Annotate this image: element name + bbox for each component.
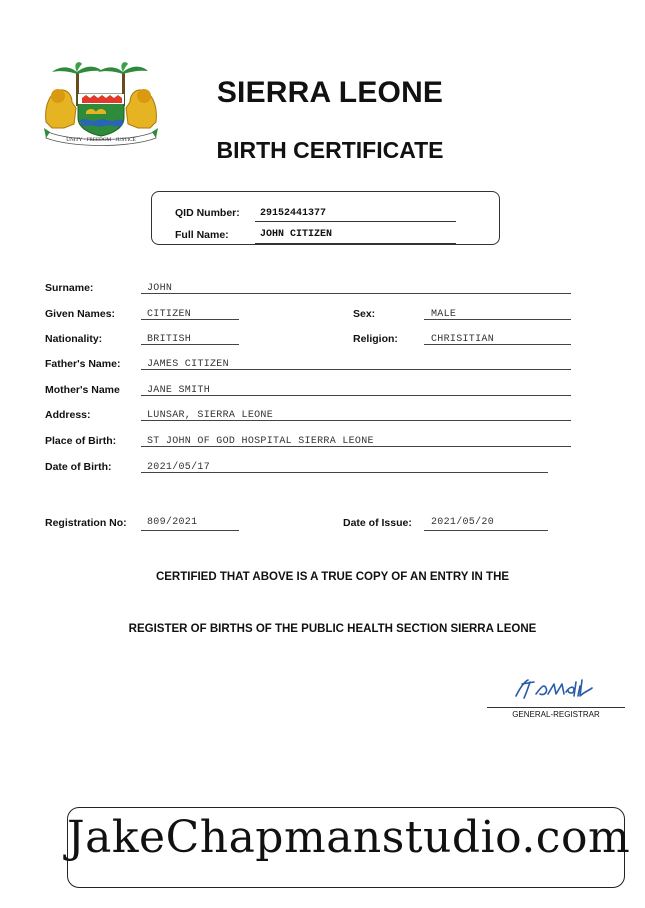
father-name-label: Father's Name: [45, 358, 121, 370]
place-of-birth-label: Place of Birth: [45, 435, 117, 447]
date-of-issue-value: 2021/05/20 [431, 517, 495, 528]
signature-line [487, 707, 625, 708]
date-of-birth-label: Date of Birth: [45, 461, 112, 473]
sex-value: MALE [431, 309, 457, 320]
certification-line-1: CERTIFIED THAT ABOVE IS A TRUE COPY OF AN ENTRY IN THE [155, 571, 510, 583]
place-of-birth-underline [141, 446, 571, 447]
father-name-underline [141, 369, 571, 370]
mother-name-underline [141, 395, 571, 396]
surname-label: Surname: [45, 282, 94, 294]
mother-name-value: JANE SMITH [147, 385, 211, 396]
given-names-underline [141, 319, 239, 320]
father-name-value: JAMES CITIZEN [147, 359, 229, 370]
emblem-motto: UNITY · FREEDOM · JUSTICE [66, 137, 136, 143]
nationality-underline [141, 344, 239, 345]
fullname-label: Full Name: [175, 229, 229, 241]
country-title: SIERRA LEONE [216, 76, 444, 109]
registration-no-label: Registration No: [45, 517, 127, 529]
certification-line-2: REGISTER OF BIRTHS OF THE PUBLIC HEALTH SECTION SIERRA LEONE [128, 623, 537, 635]
signature-role: GENERAL-REGISTRAR [512, 710, 600, 719]
qid-label: QID Number: [175, 207, 240, 219]
lion-right-icon [126, 89, 156, 128]
nationality-label: Nationality: [45, 333, 103, 345]
watermark-text: JakeChapmanstudio.com [67, 812, 631, 863]
fullname-underline [255, 243, 456, 244]
surname-underline [141, 293, 571, 294]
given-names-label: Given Names: [45, 308, 116, 320]
fullname-value: JOHN CITIZEN [260, 229, 333, 240]
place-of-birth-value: ST JOHN OF GOD HOSPITAL SIERRA LEONE [147, 436, 374, 447]
document-title: BIRTH CERTIFICATE [216, 137, 444, 163]
address-value: LUNSAR, SIERRA LEONE [147, 410, 274, 421]
qid-value: 29152441377 [260, 208, 327, 219]
coat-of-arms-emblem [42, 62, 160, 146]
address-label: Address: [45, 409, 91, 421]
date-of-issue-label: Date of Issue: [343, 517, 412, 529]
shield-icon [78, 94, 124, 136]
religion-value: CHRISITIAN [431, 334, 495, 345]
address-underline [141, 420, 571, 421]
qid-underline [255, 221, 456, 222]
registrar-signature [508, 676, 598, 702]
date-of-birth-value: 2021/05/17 [147, 462, 211, 473]
sex-label: Sex: [353, 308, 376, 320]
lion-left-icon [46, 89, 76, 128]
date-of-issue-underline [424, 530, 548, 531]
given-names-value: CITIZEN [147, 309, 192, 320]
religion-underline [424, 344, 571, 345]
religion-label: Religion: [353, 333, 398, 345]
registration-no-value: 809/2021 [147, 517, 198, 528]
nationality-value: BRITISH [147, 334, 192, 345]
mother-name-label: Mother's Name [45, 384, 120, 396]
registration-no-underline [141, 530, 239, 531]
sex-underline [424, 319, 571, 320]
date-of-birth-underline [141, 472, 548, 473]
surname-value: JOHN [147, 283, 173, 294]
